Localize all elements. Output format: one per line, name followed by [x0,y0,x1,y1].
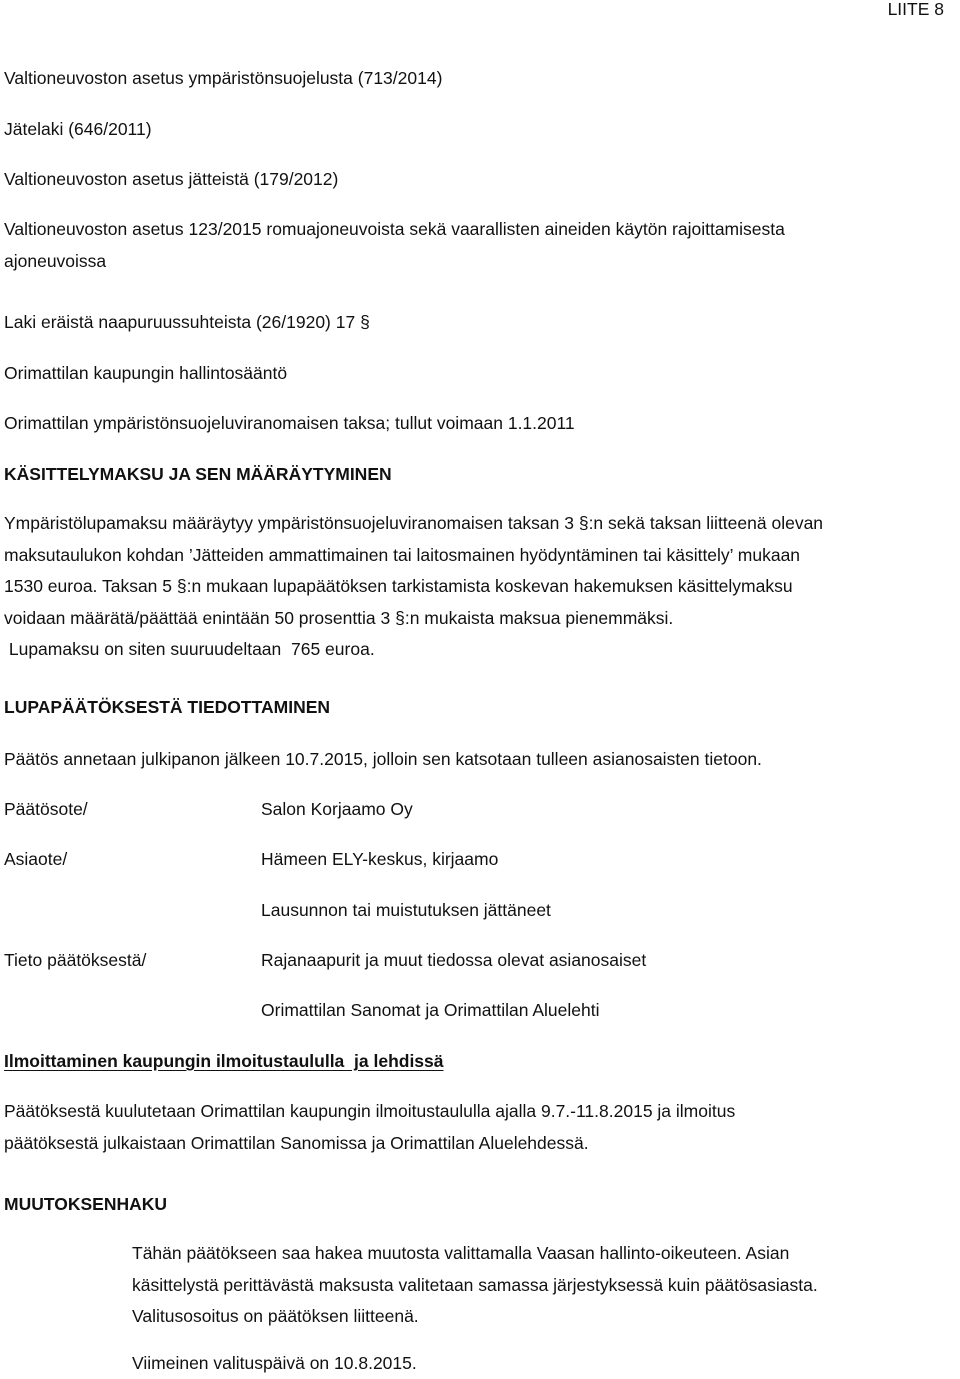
distribution-recipient: Hämeen ELY-keskus, kirjaamo [261,849,499,869]
fee-section-heading: KÄSITTELYMAKSU JA SEN MÄÄRÄYTYMINEN [4,464,392,484]
reference-item: Valtioneuvoston asetus 123/2015 romuajoneuvoista sekä vaarallisten aineiden käytön rajoittamisesta [4,219,785,239]
reference-item: Jätelaki (646/2011) [4,119,152,139]
notification-section-heading: LUPAPÄÄTÖKSESTÄ TIEDOTTAMINEN [4,697,331,717]
reference-item-continued: ajoneuvoissa [4,251,107,271]
appeal-section-heading: MUUTOKSENHAKU [4,1194,168,1214]
notification-intro: Päätös annetaan julkipanon jälkeen 10.7.2015, jolloin sen katsotaan tulleen asianosaisten tietoon. [4,749,762,769]
distribution-label-paatosote: Päätösote/ [4,799,88,819]
fee-line: maksutaulukon kohdan ’Jätteiden ammattimainen tai laitosmainen hyödyntäminen tai käsittely’ mukaan [4,544,801,565]
fee-line: voidaan määrätä/päättää enintään 50 prosenttia 3 §:n mukaista maksua pienemmäksi. [4,607,674,628]
fee-line: Ympäristölupamaksu määräytyy ympäristönsuojeluviranomaisen taksan 3 §:n sekä taksan liitteenä olevan [4,513,824,533]
distribution-recipient: Salon Korjaamo Oy [261,799,413,819]
announcement-line: Päätöksestä kuulutetaan Orimattilan kaupungin ilmoitustaululla ajalla 9.7.-11.8.2015 ja ilmoitus [4,1101,736,1121]
distribution-label-tieto: Tieto päätöksestä/ [4,950,147,970]
distribution-label-asiaote: Asiaote/ [4,849,68,869]
reference-item: Valtioneuvoston asetus ympäristönsuojelusta (713/2014) [4,68,443,88]
reference-item: Laki eräistä naapuruussuhteista (26/1920) 17 § [4,312,370,332]
announcement-section-heading: Ilmoittaminen kaupungin ilmoitustaululla ja lehdissä [4,1051,444,1071]
distribution-recipient: Rajanaapurit ja muut tiedossa olevat asianosaiset [261,950,647,970]
appeal-line: Tähän päätökseen saa hakea muutosta valittamalla Vaasan hallinto-oikeuteen. Asian [132,1243,790,1263]
page-label: LIITE 8 [887,0,944,19]
appeal-line: käsittelystä perittävästä maksusta valitetaan samassa järjestyksessä kuin päätösasiasta. [132,1274,818,1295]
appeal-body [132,1238,818,1333]
reference-item: Orimattilan ympäristönsuojeluviranomaisen taksa; tullut voimaan 1.1.2011 [4,413,575,433]
reference-item: Orimattilan kaupungin hallintosääntö [4,363,288,383]
fee-section-body [4,508,823,666]
distribution-recipient: Lausunnon tai muistutuksen jättäneet [261,900,551,920]
fee-line: 1530 euroa. Taksan 5 §:n mukaan lupapäätöksen tarkistamista koskevan hakemuksen käsittelymaksu [4,576,793,596]
announcement-body [4,1096,735,1159]
reference-item: Valtioneuvoston asetus jätteistä (179/2012) [4,169,339,189]
appeal-line: Valitusosoitus on päätöksen liitteenä. [132,1306,419,1326]
announcement-line: päätöksestä julkaistaan Orimattilan Sanomissa ja Orimattilan Aluelehdessä. [4,1132,589,1153]
appeal-deadline: Viimeinen valituspäivä on 10.8.2015. [132,1353,417,1373]
distribution-recipient: Orimattilan Sanomat ja Orimattilan Aluelehti [261,1000,600,1020]
fee-line: Lupamaksu on siten suuruudeltaan 765 euroa. [4,639,375,659]
